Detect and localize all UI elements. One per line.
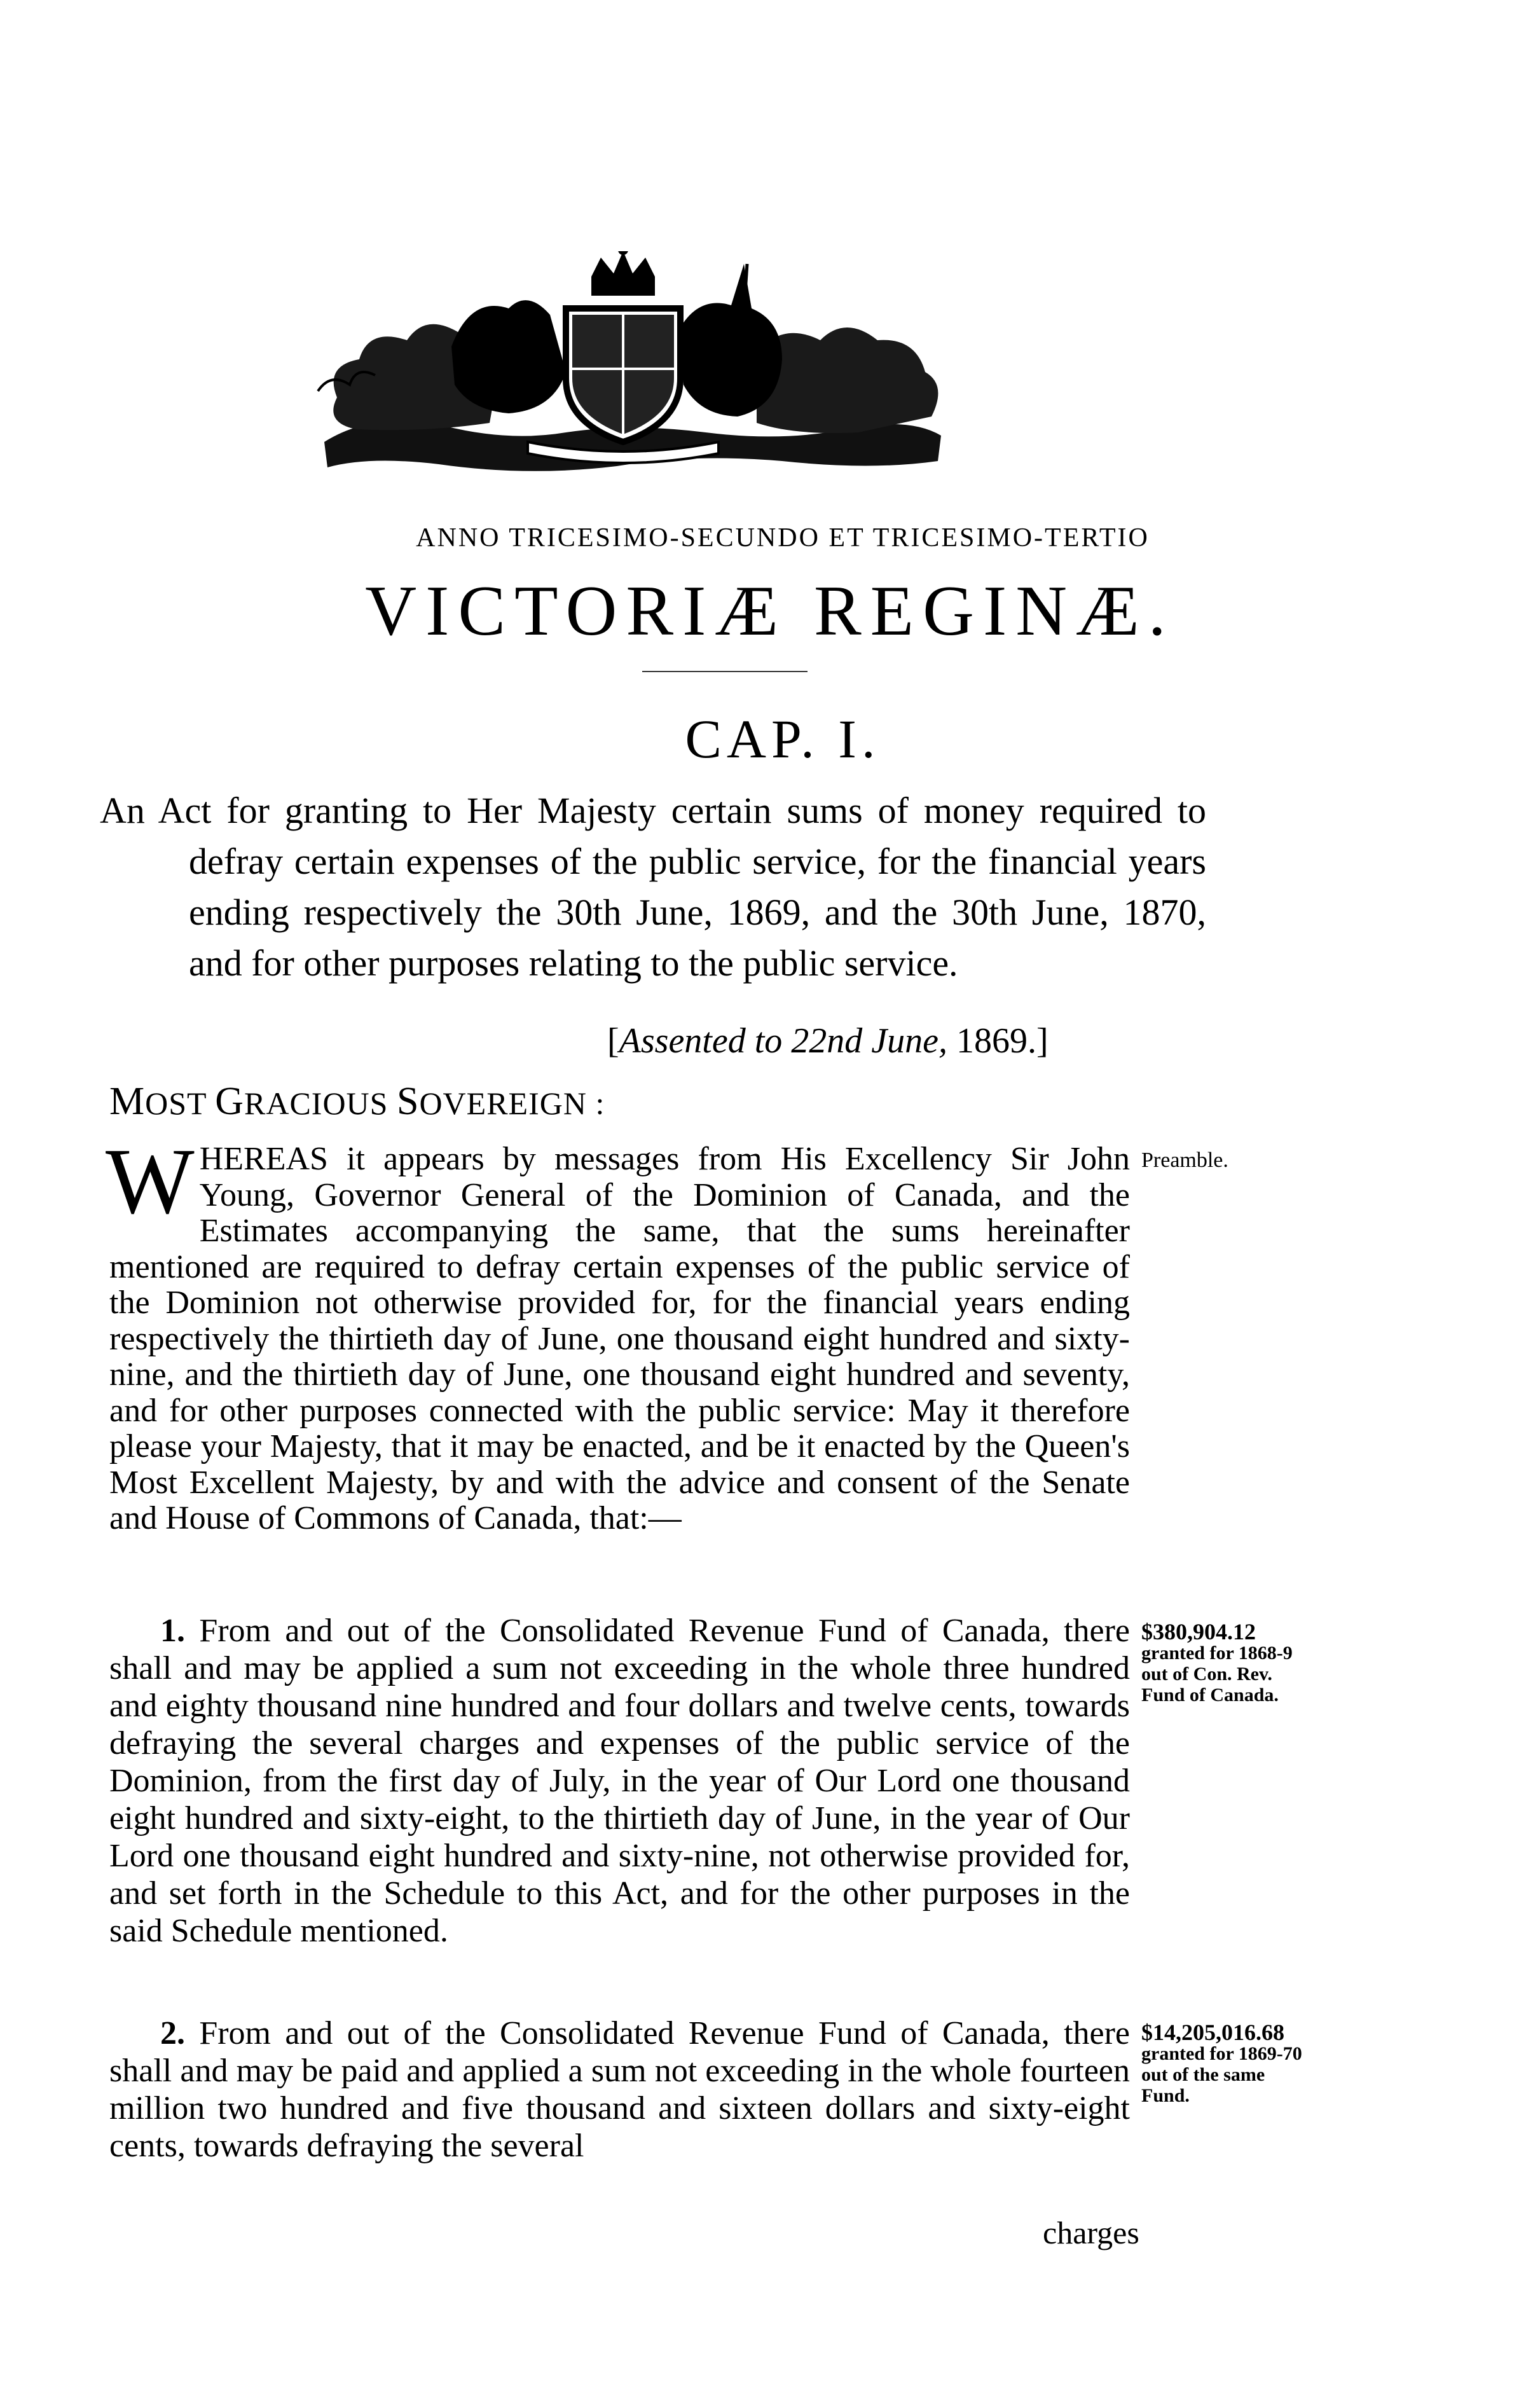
section-1-number: 1. — [160, 1613, 185, 1649]
margin-note-2-text: granted for 1869-70 out of the same Fund. — [1141, 2043, 1302, 2106]
section-2-number: 2. — [160, 2015, 185, 2051]
section-1-text: From and out of the Consolidated Revenue Fund of Canada, there shall and may be applied a sum not exceeding in the whole three hundred and eighty thousand nine hundred and four dollars and twelve cents, towards defraying the several charges and expenses of the public service of the Dominion, from the first day of July, in the year of Our Lord one thousand eight hundred and sixty-eight, to the thirtieth day of June, in the year of Our Lord one thousand eight hundred and sixty-nine, not otherwise provided for, and set forth in the Schedule to this Act, and for the other purposes in the said Schedule mentioned. — [109, 1613, 1130, 1949]
section-2-text: From and out of the Consolidated Revenue Fund of Canada, there shall and may be paid and applied a sum not exceeding in the whole fourteen million two hundred and five thousand and sixteen dollars and sixty-eight cents, towards defraying the several — [109, 2015, 1130, 2164]
act-long-title: An Act for granting to Her Majesty certain sums of money required to defray certain expenses of the public service, for the financial years ending respectively the 30th June, 1869, and the 30th June, 1870, and for other purposes relating to the public service. — [100, 790, 1206, 984]
catchword: charges — [1043, 2215, 1139, 2250]
regnal-title: VICTORIÆ REGINÆ. — [365, 572, 1175, 651]
assent-date — [607, 1021, 1048, 1061]
margin-note-2-amount: $14,205,016.68 — [1141, 2020, 1284, 2045]
salutation-racious: RACIOUS — [244, 1085, 397, 1121]
section-1 — [109, 1612, 1130, 1950]
margin-note-section-2 — [1141, 2022, 1313, 2106]
assent-bracket: [ — [607, 1021, 619, 1061]
chapter-number: CAP. I. — [685, 708, 881, 769]
salutation — [109, 1079, 605, 1124]
salutation-cap-s: S — [396, 1080, 420, 1123]
margin-note-section-1 — [1141, 1619, 1313, 1705]
salutation-cap-m: M — [109, 1080, 146, 1123]
preamble-text: HEREAS it appears by messages from His Excellency Sir John Young, Governor General of the Dominion of Canada, and the Estimates accompanying the same, that the sums hereinafter mentioned are required to defray certain expenses of the public service of the Dominion not otherwise provided for, for the financial years ending respectively the thirtieth day of June, one thousand eight hundred and sixty-nine, and the thirtieth day of June, one thousand eight hundred and seventy, and for other purposes connected with the public service: May it therefore please your Majesty, that it may be enacted, and be it enacted by the Queen's Most Excellent Majesty, by and with the advice and consent of the Senate and House of Commons of Canada, that:— — [109, 1141, 1130, 1536]
regnal-year-line: ANNO TRICESIMO-SECUNDO ET TRICESIMO-TERTIO — [416, 523, 1150, 553]
salutation-overeign: OVEREIGN : — [419, 1085, 605, 1121]
salutation-ost: OST — [145, 1085, 216, 1121]
assent-text: Assented to 22nd June, — [619, 1021, 947, 1061]
margin-note-1-amount: $380,904.12 — [1141, 1619, 1256, 1644]
preamble-paragraph — [106, 1129, 1130, 1537]
title-divider — [642, 671, 808, 672]
salutation-cap-g: G — [215, 1080, 244, 1123]
section-2 — [109, 2015, 1130, 2165]
margin-note-1-text: granted for 1868-9 out of Con. Rev. Fund of Canada. — [1141, 1643, 1293, 1705]
margin-note-preamble: Preamble. — [1141, 1148, 1228, 1172]
preamble-dropcap: W — [106, 1129, 195, 1234]
royal-coat-of-arms — [299, 251, 960, 506]
assent-year: 1869.] — [947, 1021, 1048, 1061]
